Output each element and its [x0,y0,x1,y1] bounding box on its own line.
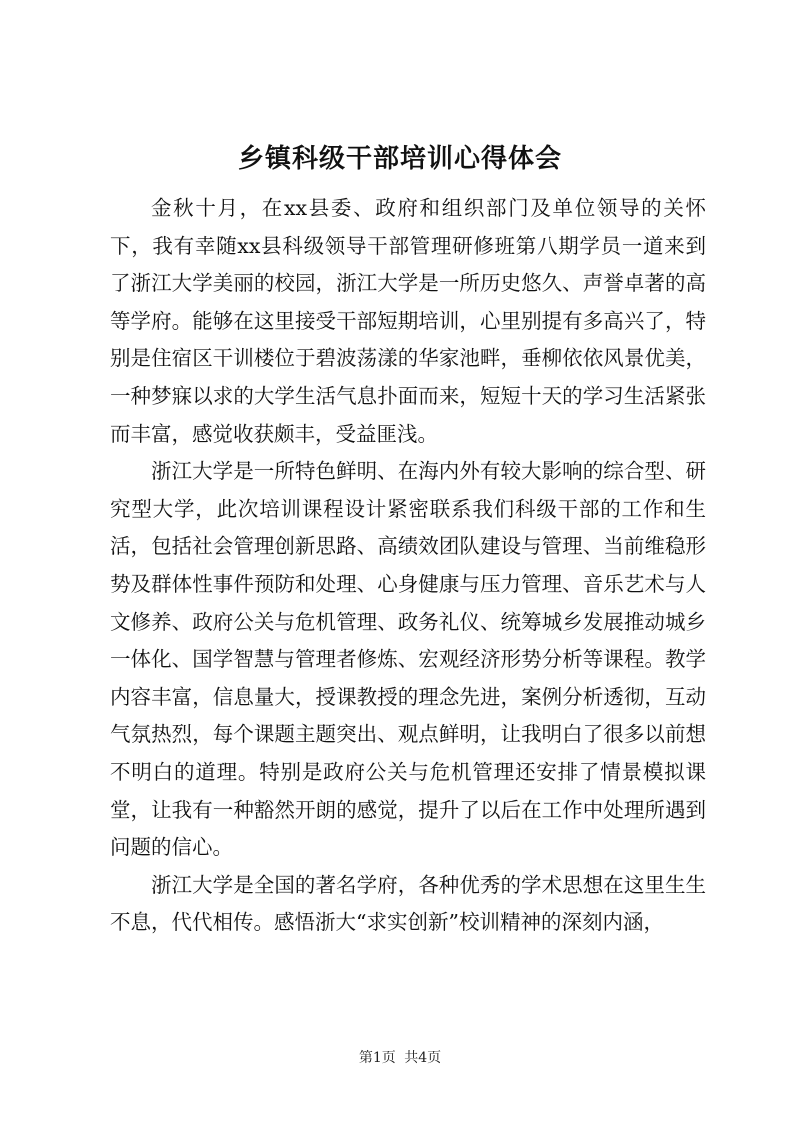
page-footer [0,1047,800,1067]
page-total: 共4页 [404,1050,442,1066]
paragraph-3: 浙江大学是全国的著名学府，各种优秀的学术思想在这里生生不息，代代相传。感悟浙大“求实创新”校训精神的深刻内涵， [110,872,706,935]
paragraph-2: 浙江大学是一所特色鲜明、在海内外有较大影响的综合型、研究型大学，此次培训课程设计紧密联系我们科级干部的工作和生活，包括社会管理创新思路、高绩效团队建设与管理、当前维稳形势及群体性事件预防和处理、心身健康与压力管理、音乐艺术与人文修养、政府公关与危机管理、政务礼仪、统筹城乡发展推动城乡一体化、国学智慧与管理者修炼、宏观经济形势分析等课程。教学内容丰富，信息量大，授课教授的理念先进，案例分析透彻，互动气氛热烈，每个课题主题突出、观点鲜明，让我明白了很多以前想不明白的道理。特别是政府公关与危机管理还安排了情景模拟课堂，让我有一种豁然开朗的感觉，提升了以后在工作中处理所遇到问题的信心。 [110,459,706,860]
page-title: 乡镇科级干部培训心得体会 [237,144,562,174]
paragraph-1: 金秋十月，在xx县委、政府和组织部门及单位领导的关怀下，我有幸随xx县科级领导干部管理研修班第八期学员一道来到了浙江大学美丽的校园，浙江大学是一所历史悠久、声誉卓著的高等学府。能够在这里接受干部短期培训，心里别提有多高兴了，特别是住宿区干训楼位于碧波荡漾的华家池畔，垂柳依依风景优美，一种梦寐以求的大学生活气息扑面而来，短短十天的学习生活紧张而丰富，感觉收获颇丰，受益匪浅。 [110,196,706,446]
document-body [110,190,706,942]
page-number: 第1页 [358,1050,396,1066]
